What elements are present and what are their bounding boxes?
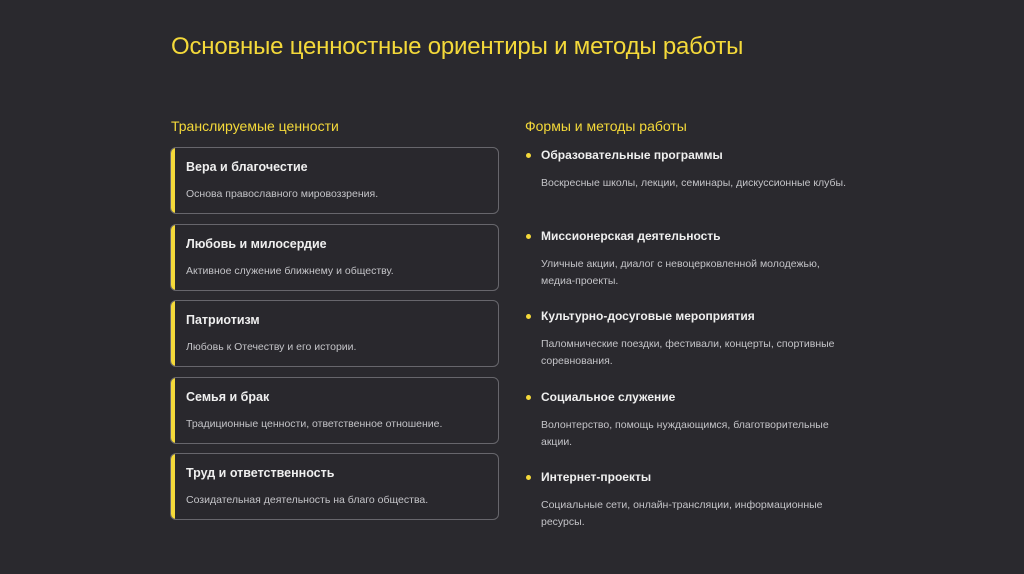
bullet-dot-icon	[526, 153, 531, 158]
method-title: Социальное служение	[541, 389, 676, 404]
value-card-desc: Активное служение ближнему и обществу.	[186, 264, 394, 277]
method-title: Миссионерская деятельность	[541, 228, 721, 243]
method-item	[524, 469, 854, 550]
method-title: Интернет-проекты	[541, 470, 652, 484]
methods-heading: Формы и методы работы	[525, 118, 687, 134]
value-card-title: Вера и благочестие	[186, 160, 308, 174]
method-desc: Воскресные школы, лекции, семинары, дискуссионные клубы.	[541, 177, 847, 189]
value-card-desc: Любовь к Отечеству и его истории.	[186, 341, 357, 353]
value-card	[170, 300, 499, 367]
bullet-dot-icon	[526, 395, 531, 400]
bullet-dot-icon	[526, 475, 531, 480]
method-desc: Уличные акции, диалог с невоцерковленной молодежью, медиа-проекты.	[541, 257, 820, 287]
method-item	[524, 147, 854, 228]
values-list	[170, 147, 499, 530]
value-card-desc: Основа православного мировоззрения.	[186, 188, 379, 200]
value-card	[170, 377, 499, 444]
method-desc: Паломнические поездки, фестивали, концерты, спортивные соревнования.	[541, 338, 835, 367]
method-item	[524, 228, 854, 309]
value-card-title: Патриотизм	[186, 313, 260, 327]
method-title: Образовательные программы	[541, 148, 723, 162]
value-card	[170, 224, 499, 291]
value-card	[170, 453, 499, 520]
bullet-dot-icon	[526, 314, 531, 319]
page-title: Основные ценностные ориентиры и методы работы	[171, 33, 744, 60]
method-title: Культурно-досуговые мероприятия	[541, 309, 755, 323]
value-card-title: Труд и ответственность	[186, 466, 335, 480]
method-item	[524, 308, 854, 389]
value-card-title: Любовь и милосердие	[186, 236, 327, 251]
method-desc: Волонтерство, помощь нуждающимся, благотворительные акции.	[541, 418, 829, 448]
method-item	[524, 389, 854, 470]
method-desc: Социальные сети, онлайн-трансляции, информационные ресурсы.	[541, 499, 823, 528]
value-card-desc: Традиционные ценности, ответственное отношение.	[186, 417, 443, 430]
methods-list	[524, 147, 854, 550]
value-card	[170, 147, 499, 214]
values-heading: Транслируемые ценности	[171, 118, 339, 134]
bullet-dot-icon	[526, 234, 531, 239]
value-card-desc: Созидательная деятельность на благо общества.	[186, 494, 429, 506]
value-card-title: Семья и брак	[186, 389, 270, 404]
